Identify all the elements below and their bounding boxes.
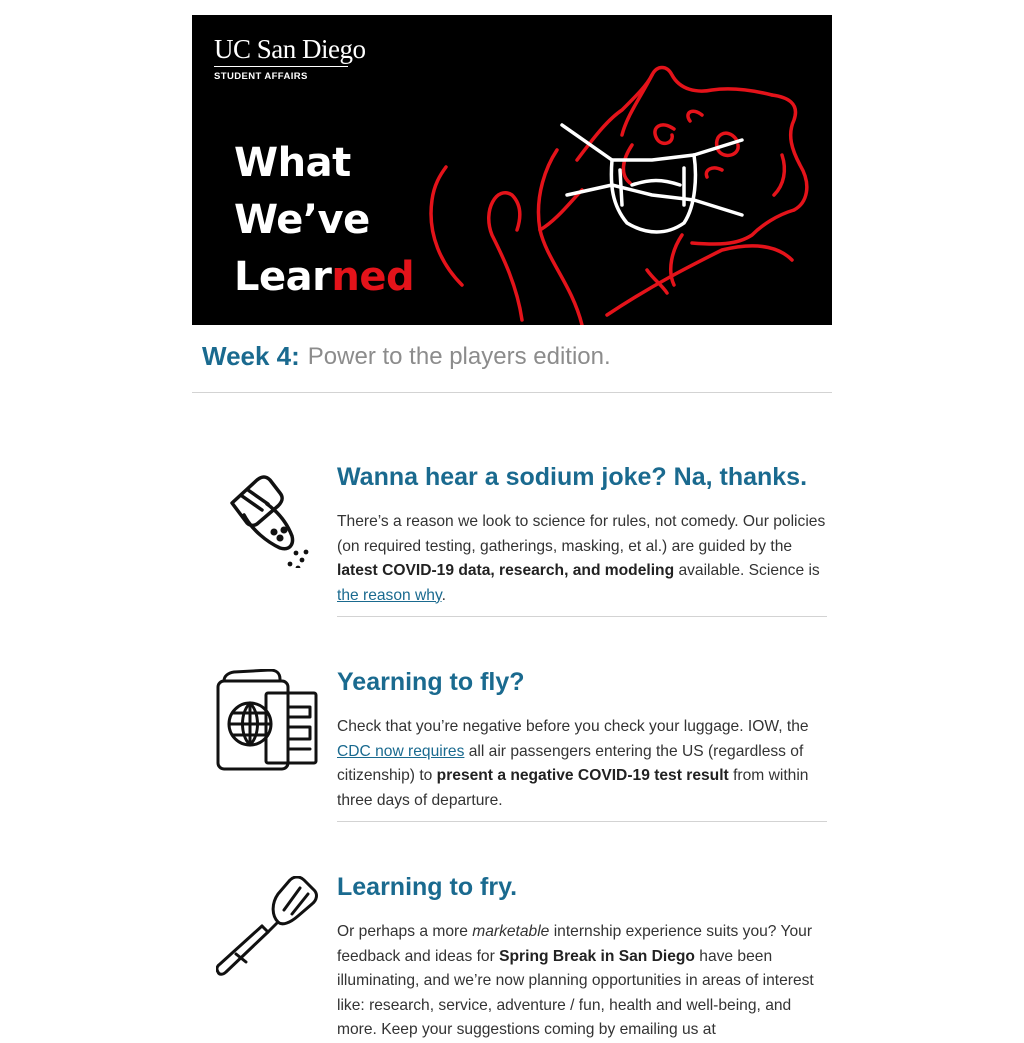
brand-name: UC San Diego xyxy=(214,34,366,64)
section-heading: Wanna hear a sodium joke? Na, thanks. xyxy=(337,463,808,491)
salt-shaker-icon xyxy=(212,468,312,568)
section-divider xyxy=(337,616,827,617)
hero-title-line-1: What xyxy=(234,140,351,186)
section-fry-content xyxy=(337,872,827,1043)
hero-banner xyxy=(192,15,832,325)
brand-subtitle: STUDENT AFFAIRS xyxy=(214,71,308,82)
brand-rule xyxy=(214,66,348,67)
brand-logo xyxy=(214,33,366,82)
masked-triton-illustration-icon xyxy=(422,35,832,325)
hero-title xyxy=(234,135,414,306)
section-body xyxy=(337,920,827,1043)
section-body xyxy=(337,510,827,608)
cdc-requirement-link[interactable]: CDC now requires xyxy=(337,742,465,760)
body-text: internship experience suits you? Your feedback and ideas for xyxy=(337,923,813,965)
hero-title-white: Lear xyxy=(234,254,332,300)
week-label: Week 4: xyxy=(202,341,300,371)
reason-why-link[interactable]: the reason why xyxy=(337,586,442,604)
body-text: all air passengers entering the US (regardless of citizenship) to xyxy=(337,742,804,784)
week-header xyxy=(192,325,832,393)
body-text: Check that you’re negative before you check your luggage. IOW, the xyxy=(337,718,809,735)
body-text: from within three days of departure. xyxy=(337,767,809,809)
section-heading: Learning to fry. xyxy=(337,873,518,901)
body-italic-text: marketable xyxy=(472,923,550,940)
body-bold-text: Spring Break in San Diego xyxy=(499,947,695,965)
section-sodium-content xyxy=(337,462,827,608)
section-fly-content xyxy=(337,667,827,813)
section-heading: Yearning to fly? xyxy=(337,668,525,696)
body-text: have been illuminating, and we’re now planning opportunities in areas of interest like: research, service, adventure / fun, health and well-being, and more. Keep your suggestions coming by emailing us at xyxy=(337,947,814,1038)
week-subtitle: Power to the players edition. xyxy=(307,342,611,370)
hero-title-line-3 xyxy=(234,249,414,306)
spatula-icon xyxy=(216,876,320,980)
hero-title-line-2: We’ve xyxy=(234,197,370,243)
section-body xyxy=(337,715,827,813)
body-bold-text: latest COVID-19 data, research, and modeling xyxy=(337,562,675,579)
body-text: available. Science is xyxy=(674,562,820,579)
section-divider xyxy=(337,821,827,822)
body-text: Or perhaps a more xyxy=(337,923,473,940)
body-text: . xyxy=(441,586,446,604)
body-text: There’s a reason we look to science for rules, not comedy. Our policies (on required testing, gatherings, masking, et al.) are guided by the xyxy=(337,513,826,555)
email-body xyxy=(192,15,832,1038)
hero-title-red: ned xyxy=(331,254,415,300)
passport-icon xyxy=(214,669,320,775)
body-bold-text: present a negative COVID-19 test result xyxy=(436,767,729,784)
